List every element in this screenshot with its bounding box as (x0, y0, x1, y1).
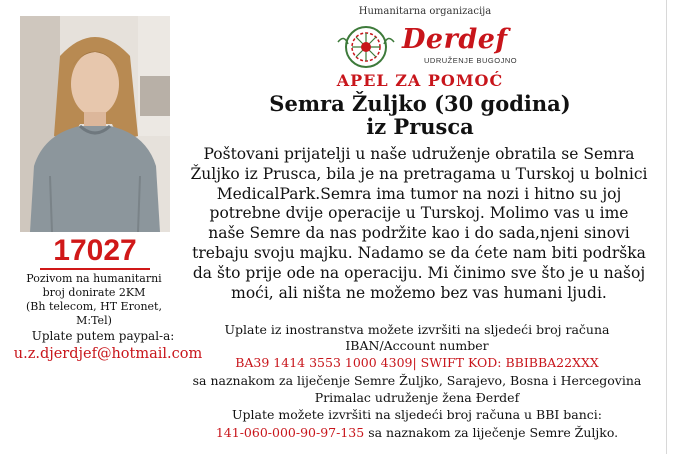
body-line: da što prije ode na operaciju. Mi činimo sve što je u našoj (192, 263, 646, 282)
paypal-email-link[interactable]: u.z.djerdjef@hotmail.com (13, 346, 203, 362)
portrait-illustration (20, 16, 170, 232)
humanitarian-number-underline (40, 268, 150, 270)
donation-line-2: broj donirate 2KM (42, 286, 146, 299)
organization-logo-subtitle: UDRUŽENJE BUGOJNO (424, 56, 518, 65)
body-line: MedicalPark.Semra ima tumor na nozi i hitno su joj (216, 184, 622, 203)
body-line: Poštovani prijatelji u naše udruženje obratila se Semra (203, 145, 635, 163)
person-location: iz Prusca (366, 114, 474, 139)
humanitarian-number: 17027 (53, 234, 137, 267)
iban-label: IBAN/Account number (345, 338, 489, 353)
organization-logo-name: Derdef (402, 24, 508, 55)
appeal-title: APEL ZA POMOĆ (336, 71, 504, 90)
payment-purpose: sa naznakom za liječenje Semre Žuljko, Sarajevo, Bosna i Hercegovina (192, 373, 642, 388)
body-line: naše Semre da nas podržite kao i do sada,njeni sinovi (208, 224, 630, 243)
organization-type-label: Humanitarna organizacija (358, 6, 492, 17)
donation-line-3: (Bh telecom, HT Eronet, M:Tel) (26, 300, 162, 327)
local-account-number: 141-060-000-90-97-135 (215, 425, 365, 440)
body-line: moći, ali ništa ne možemo bez vas humani ljudi. (231, 283, 607, 302)
organization-emblem-icon (334, 24, 398, 70)
appeal-body (178, 145, 660, 303)
portrait-photo (20, 16, 170, 232)
local-payment-purpose: sa naznakom za liječenje Semre Žuljko. (364, 425, 619, 440)
paypal-label: Uplate putem paypal-a: (31, 329, 175, 343)
donation-line-1: Pozivom na humanitarni (26, 272, 162, 285)
international-payment-intro: Uplate iz inostranstva možete izvršiti na sljedeći broj računa (224, 322, 610, 337)
iban-swift-value: BA39 1414 3553 1000 4309| SWIFT KOD: BBIBBA22XXX (235, 355, 599, 370)
payment-recipient: Primalac udruženje žena Đerdef (314, 390, 520, 405)
body-line: potrebne dvije operacije u Turskoj. Molimo vas u ime (209, 204, 629, 223)
body-line: Žuljko iz Prusca, bila je na pretragama u Turskoj u bolnici (190, 164, 648, 183)
local-payment-intro: Uplate možete izvršiti na sljedeći broj računa u BBI banci: (231, 407, 603, 422)
local-account-line (170, 425, 664, 441)
body-line: trebaju svoju majku. Nadamo se da ćete nam biti podrška (192, 243, 646, 262)
person-name: Semra Žuljko (30 godina) (269, 91, 571, 116)
page-border-line (666, 0, 667, 454)
